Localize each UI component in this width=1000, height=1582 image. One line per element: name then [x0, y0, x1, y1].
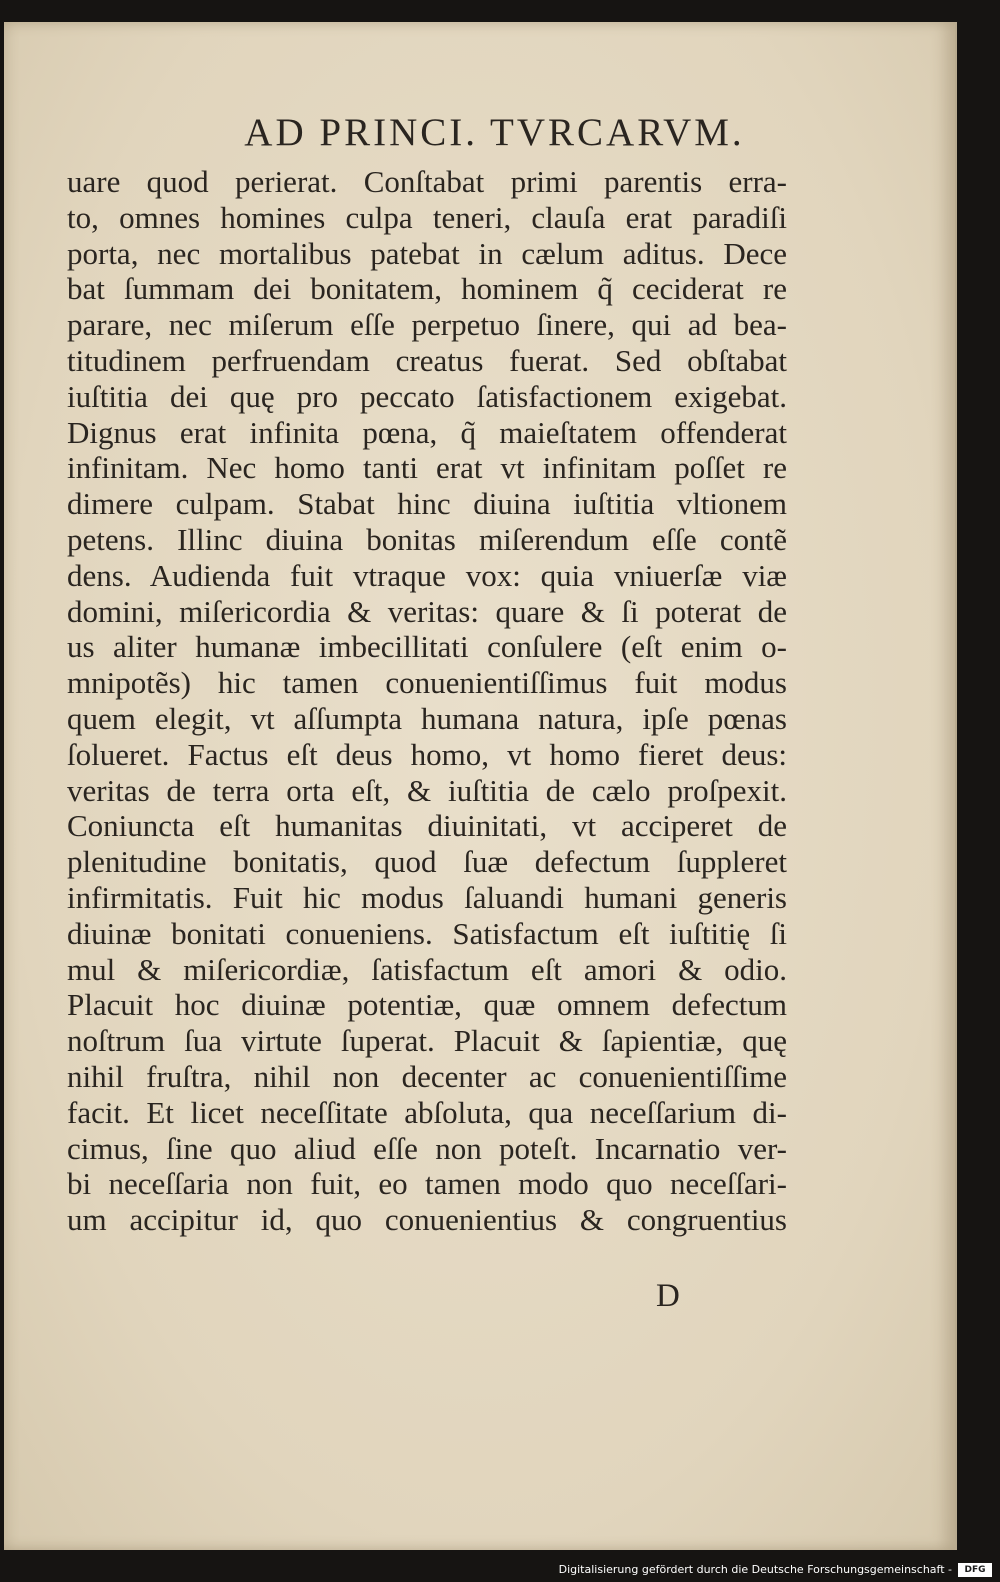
text-line: domini, miſericordia & veritas: quare & ſi poterat de: [67, 593, 787, 629]
text-line: to, omnes homines culpa teneri, clauſa erat paradiſi: [67, 199, 787, 235]
text-line: infinitam. Nec homo tanti erat vt infinitam poſſet re: [67, 450, 787, 486]
text-line: dimere culpam. Stabat hinc diuina iuſtitia vltionem: [67, 486, 787, 522]
text-line: ſolueret. Factus eſt deus homo, vt homo fieret deus:: [67, 736, 787, 772]
text-line: bi neceſſaria non fuit, eo tamen modo quo neceſſari-: [67, 1166, 787, 1202]
text-line: mnipotẽs) hic tamen conuenientiſſimus fuit modus: [67, 665, 787, 701]
digitization-credit: Digitalisierung gefördert durch die Deutsche Forschungsgemeinschaft -: [558, 1563, 952, 1576]
text-line: veritas de terra orta eſt, & iuſtitia de cælo proſpexit.: [67, 772, 787, 808]
dfg-logo: DFG: [958, 1563, 992, 1577]
text-line: dens. Audienda fuit vtraque vox: quia vniuerſæ viæ: [67, 557, 787, 593]
text-line: Coniuncta eſt humanitas diuinitati, vt acciperet de: [67, 808, 787, 844]
text-line: porta, nec mortalibus patebat in cælum aditus. Dece: [67, 235, 787, 271]
text-line: bat ſummam dei bonitatem, hominem q̃ ceciderat re: [67, 271, 787, 307]
text-line: titudinem perfruendam creatus fuerat. Sed obſtabat: [67, 342, 787, 378]
text-line: uare quod perierat. Conſtabat primi parentis erra-: [67, 164, 787, 199]
running-head: AD PRINCI. TVRCARVM.: [244, 111, 745, 154]
text-line: quem elegit, vt aſſumpta humana natura, ipſe pœnas: [67, 700, 787, 736]
text-line: diuinæ bonitati conueniens. Satisfactum eſt iuſtitię ſi: [67, 915, 787, 951]
text-line: mul & miſericordiæ, ſatisfactum eſt amori & odio.: [67, 951, 787, 987]
text-line: us aliter humanæ imbecillitati conſulere (eſt enim o-: [67, 629, 787, 665]
text-line: noſtrum ſua virtute ſuperat. Placuit & ſapientiæ, quę: [67, 1023, 787, 1059]
text-line: plenitudine bonitatis, quod ſuæ defectum ſuppleret: [67, 844, 787, 880]
book-page: [4, 22, 957, 1550]
text-line: facit. Et licet neceſſitate abſoluta, qua neceſſarium di-: [67, 1094, 787, 1130]
text-line: iuſtitia dei quę pro peccato ſatisfactionem exigebat.: [67, 378, 787, 414]
text-line: nihil fruſtra, nihil non decenter ac conuenientiſſime: [67, 1058, 787, 1094]
text-line: Dignus erat infinita pœna, q̃ maieſtatem offenderat: [67, 414, 787, 450]
text-line: petens. Illinc diuina bonitas miſerendum eſſe contẽ: [67, 521, 787, 557]
text-line: cimus, ſine quo aliud eſſe non poteſt. Incarnatio ver-: [67, 1130, 787, 1166]
text-line: um accipitur id, quo conuenientius & congruentius: [67, 1202, 787, 1238]
text-line: parare, nec miſerum eſſe perpetuo ſinere, qui ad bea-: [67, 307, 787, 343]
text-line: infirmitatis. Fuit hic modus ſaluandi humani generis: [67, 879, 787, 915]
text-line: Placuit hoc diuinæ potentiæ, quæ omnem defectum: [67, 987, 787, 1023]
body-text: [67, 164, 787, 1238]
signature-mark: D: [656, 1278, 680, 1314]
